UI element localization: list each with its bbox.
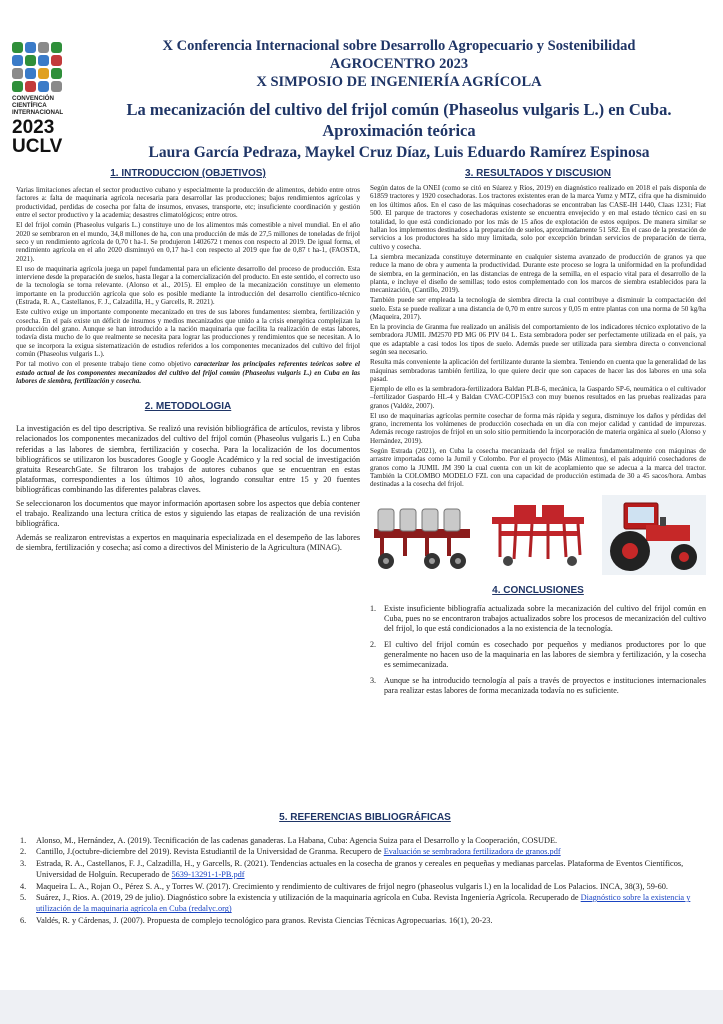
machinery-photos bbox=[370, 495, 706, 575]
poster-subtitle: Aproximación teórica bbox=[322, 121, 476, 140]
results-paragraph: También puede ser empleada la tecnología de siembra directa la cual contribuye a disminuir la compactación del suelo. Esta se puede realizar a una distancia de 0,70 m entre surcos y 0,05 m entre plantas con una norma de 50 kg/ha (Maqueira, 2017). bbox=[370, 296, 706, 322]
results-paragraph: Resulta más conveniente la aplicación del fertilizante durante la siembra. Teniendo en cuenta que la generalidad de las máquinas sembradoras también fertiliza, lo que quiere decir que son capaces de hacer las dos labores en una sola pasad. bbox=[370, 358, 706, 383]
results-paragraph: Ejemplo de ello es la sembradora-fertilizadora Baldan PLB-6, mecánica, la Gaspardo SP-6, neumática o el cultivador –fertilizador Gaspardo HL-4 y Baldan CVAC-COP15x3 con muy buenos resultados en las pruebas realizadas para granos (Valdéz, 2007). bbox=[370, 384, 706, 410]
list-item: 3. Estrada, R. A., Castellanos, F. J., Calzadilla, H., y Garcells, R. (2021). Tendencias actuales en la cosecha de granos y cereales en pequeñas y medianas parcelas. Plataforma de Eventos Científicos, Universidad de Holguín. Recuperado de 5639-13291-1-PB.pdf bbox=[20, 858, 684, 880]
conference-name: X Conferencia Internacional sobre Desarrollo Agropecuario y Sostenibilidad bbox=[162, 38, 636, 54]
method-paragraph: Además se realizaron entrevistas a expertos en maquinaria especializada en el desempeño de las labores de siembra, fertilización y cosecha; así como a directivos del Ministerio de la Agricultura (MINAG). bbox=[16, 533, 360, 553]
right-column bbox=[370, 168, 706, 702]
results-paragraph: La siembra mecanizada constituye determinante en cualquier sistema avanzado de producción de granos ya que reduce la mano de obra y aumenta la productividad. Durante este proceso se logra la uniformidad en la profundidad de siembra, en la germinación, en las distancias de entrega de la semilla, en el espacio vital para el desarrollo de la planta, e incluye el diseño de semillas; todo estos complementado con los marcos de siembra establecidos para la mecanización, (Cantillo, 2019). bbox=[370, 252, 706, 295]
list-item: 4. Maqueira L. A., Rojan O., Pérez S. A., y Torres W. (2017). Crecimiento y rendimiento de cultivares de frijol negro (phaseolus vulgaris l.) en la localidad de Los Palacios. INCA, 38(3), 59-60. bbox=[20, 881, 668, 891]
logo-uclv: UCLV bbox=[12, 136, 63, 157]
list-item: 1. Existe insuficiente bibliografía actualizada sobre la mecanización del cultivo del frijol común en Cuba, pues no se encontraron trabajos actualizados sobre los procesos de mecanización del cultivo del frijol, lo que está condicionados a la no existencia de la tecnología. bbox=[370, 603, 706, 633]
logo-tile-grid bbox=[12, 42, 66, 92]
results-paragraph: En la provincia de Granma fue realizado un análisis del comportamiento de los indicadores técnico explotativo de la sembradora JUMIL JM2570 PD MG 06 PIV 04 L. Esta sembradora poder ser perfectamente utilizada en el país, ya que es adaptable a casi todos los tipos de suelo. Además puede ser utilizada para siembra directa o convencional según sea necesario. bbox=[370, 323, 706, 357]
intro-heading: 1. INTRODUCCION (OBJETIVOS) bbox=[110, 168, 266, 179]
logo-text: CONVENCIÓN CIENTÍFICA INTERNACIONAL bbox=[12, 95, 64, 116]
left-column bbox=[16, 168, 360, 557]
intro-paragraph: El uso de maquinaria agrícola juega un papel fundamental para un eficiente desarrollo del proceso de producción. Esta interviene desde la preparación de suelos, hasta llegar a la comercialización del producto. En este sentido, el correcto uso de la tecnología se torna relevante. (Alonso et al., 2015). El empleo de la mecanización constituye un elemento importante en la producción agrícola que solo es posible mediante la introducción del desarrollo científico-técnico (Estrada, R. A., Castellanos, F. J., Calzadilla, H., y Garcells, R. 2021). bbox=[16, 264, 360, 307]
poster-authors: Laura García Pedraza, Maykel Cruz Díaz, Luis Eduardo Ramírez Espinosa bbox=[148, 144, 650, 161]
list-item: 1. Alonso, M., Hernández, A. (2019). Tecnificación de las cadenas ganaderas. La Habana, Cuba: Agencia Suiza para el Desarrollo y la Cooperación, COSUDE. bbox=[20, 836, 558, 845]
intro-paragraph: Varias limitaciones afectan el sector productivo cubano y especialmente la producción de alimentos, debido entre otros factores a: falta de maquinaria agrícola necesaria para desarrollar las producciones; bajos rendimientos agrícolas y productividad, perdidas de cosecha por falta de insumos, envases, transporte, etc; insuficiente coordinación y gestión entre el sector productivo y la academia; desastres climatológicos; entre otros. bbox=[16, 186, 360, 220]
tractor-harvester-photo bbox=[602, 495, 706, 575]
seeder-illustration bbox=[370, 495, 474, 575]
intro-paragraph: El del frijol común (Phaseolus vulgaris L.) constituye uno de los alimentos más comestible a nivel mundial. En el año 2020 se sembraron en el mundo, 34,8 millones de ha, con una producción de más de 27,5 millones de toneladas de frijol seco y un rendimiento agrícola de 0,70 t ha-1. Se produjeron 1402672 t menos con respecto al 2019. De igual forma, el rendimiento agrícola en el año 2020 disminuyó en 0,17 ha-1 con respecto al 2019 que fue de 0,87 t ha-1, (FAOSTA, 2021). bbox=[16, 221, 360, 263]
conclusions-heading: 4. CONCLUSIONES bbox=[492, 584, 584, 596]
results-paragraph: El uso de maquinarias agrícolas permite cosechar de forma más rápida y segura, disminuye los daños y pérdidas del grano, incrementa los volúmenes de producción cosechada en un día con mejor calidad y cantidad de impurezas. Además recoge rastrojos de frijol en un solo sitio permitiendo la incorporación de materia orgánica al suelo (Alonso y Hernández, 2019). bbox=[370, 411, 706, 445]
method-paragraph: La investigación es del tipo descriptiva. Se realizó una revisión bibliográfica de artículos, revista y libros relacionados los componentes mecanizados del cultivo del frijol común (Phaseolus vulgaris L.) en Cuba referidas a las labores de siembra, fertilización y cosecha. Para la localización de los documentos bibliográficos se utilizaron los buscadores Google y Google Académico y la red social de investigación gratuita ResearchGate. Se filtraron los trabajos de autores cubanos que se encuentran en estas plataformas, correspondientes a los últimos 10 años, logrando consultar entre 15 y 20 fuentes bibliográficas combinando las diferentes palabras claves. bbox=[16, 424, 360, 494]
method-heading: 2. METODOLOGIA bbox=[144, 401, 232, 413]
symposium-name: X SIMPOSIO DE INGENIERÍA AGRÍCOLA bbox=[256, 74, 542, 90]
poster-header bbox=[0, 0, 723, 180]
conference-edition: AGROCENTRO 2023 bbox=[329, 56, 469, 72]
seeder-photo bbox=[370, 495, 474, 575]
method-paragraph: Se seleccionaron los documentos que mayor información aportasen sobre los aspectos que debía contener el trabajo. Realizando una lectura crítica de estos y siguiendo las etapas de realización de una revisión bibliográfica. bbox=[16, 499, 360, 529]
intro-paragraph: Este cultivo exige un importante componente mecanizado en tres de sus labores fundamentes: siembra, fertilización y cosecha. En el país existe un déficit de insumos y medios mecanizados que unido a la crisis energética complejizan la producción del grano. Aunque se han introducido a la nación maquinaria que facilita la realización de estas labores, todavía dista mucho de lo que realmente se necesita para lograr las producciones y rendimientos que se necesitan. A lo que se incorpora la exigua sistematización de estudios referidos a los componentes mecanizados del cultivo del frijol común (Phaseolus vulgaris L.). bbox=[16, 308, 360, 359]
conclusions-list bbox=[370, 604, 706, 697]
results-paragraph: Según Estrada (2021), en Cuba la cosecha mecanizada del frijol se realiza fundamentalmente con máquinas de arrastre importadas como la Jumil y Colombo. Por el proyecto (Más Alimentos), el país adquirió cosechadores de granos como la JUMIL JM 390 la cual cuenta con un kit de acoplamiento que se adecua a la marca del tractor. También la COLOMBO MODELO FZL con una capacidad de producción estimada de 30 a 45 sacos/hora. Ambas destinadas a la cosecha del frijol. bbox=[370, 446, 706, 489]
intro-objective: Por tal motivo con el presente trabajo tiene como objetivo caracterizar los principales referentes teóricos sobre el estado actual de los componentes mecanizados del cultivo del frijol común (Phaseolus vulgaris L.) en Cuba en las labores de siembra, fertilización y cosecha. bbox=[16, 360, 361, 385]
references-section bbox=[20, 812, 710, 926]
list-item: 2. Cantillo, J.(octubre-diciembre del 2019). Revista Estudiantil de la Universidad de Granma. Recupero de Evaluación se sembradora fertilizadora de granos.pdf bbox=[20, 847, 561, 857]
list-item: 6. Valdés, R. y Cárdenas, J. (2007). Propuesta de complejo tecnológico para granos. Revista Ciencias Técnicas Agropecuarias. 16(1), 20-23. bbox=[20, 915, 493, 925]
results-paragraph: Según datos de la ONEI (como se citó en Súarez y Ríos, 2019) en diagnóstico realizado en 2018 el país disponía de 61859 tractores y 1920 cosechadoras. Los tractores existentes eran de la marca Yumz y MTZ, cifra que ha disminuido en los últimos años. En el caso de las máquinas cosechadoras se encontraban las CASE-IH 1440, Claas 1231; Fiat 500. El parque de tractores y cosechadoras existente se encuentra envejecido y en mal estado técnico casi en su totalidad, lo que está condicionado por los más de 15 años de explotación de estos equipos. De manera similar se hallan los implementos destinados a la preparación de suelos, aproximadamente 51 582. En el caso de la prestación de servicios a los productores ha sido muy limitada, solo por excepción brindan servicios de preparación de tierra, cultivo y cosecha. bbox=[370, 184, 706, 251]
cultivator-photo bbox=[486, 495, 590, 575]
convention-logo bbox=[12, 42, 66, 156]
references-list bbox=[20, 835, 710, 926]
poster-title: La mecanización del cultivo del frijol común (Phaseolus vulgaris L.) en Cuba. bbox=[126, 100, 672, 119]
list-item: 3. Aunque se ha introducido tecnología al país a través de proyectos e instituciones internacionales para realizar estas labores de forma mecanizada todavía no es suficiente. bbox=[370, 676, 706, 696]
logo-year: 2023 bbox=[12, 117, 55, 138]
cultivator-illustration bbox=[486, 495, 590, 575]
list-item: 2. El cultivo del frijol común es cosechado por pequeños y medianos productores por lo que generalmente no hacen uso de la maquinaria en las labores de siembra y fertilización, y la cosecha es semimecanizada. bbox=[370, 640, 706, 670]
reference-link[interactable]: 5639-13291-1-PB.pdf bbox=[171, 870, 245, 880]
list-item: 5. Suárez, J., Rios. A. (2019, 29 de julio). Diagnóstico sobre la existencia y utilización de la maquinaria agrícola en Cuba. Revista Ingeniería Agrícola. Recuperado de Diagnóstico sobre la existencia y utilización de la maquinaria agrícola en Cuba (redalyc.org) bbox=[20, 893, 691, 914]
reference-link[interactable]: Evaluación se sembradora fertilizadora de granos.pdf bbox=[383, 847, 561, 857]
results-heading: 3. RESULTADOS Y DISCUSION bbox=[465, 168, 611, 179]
references-heading: 5. REFERENCIAS BIBLIOGRÁFICAS bbox=[279, 812, 451, 823]
tractor-illustration bbox=[602, 495, 706, 575]
reference-link[interactable]: Diagnóstico sobre la existencia y utilización de la maquinaria agrícola en Cuba (redalyc.org) bbox=[36, 893, 691, 914]
poster-footer bbox=[0, 990, 723, 1024]
